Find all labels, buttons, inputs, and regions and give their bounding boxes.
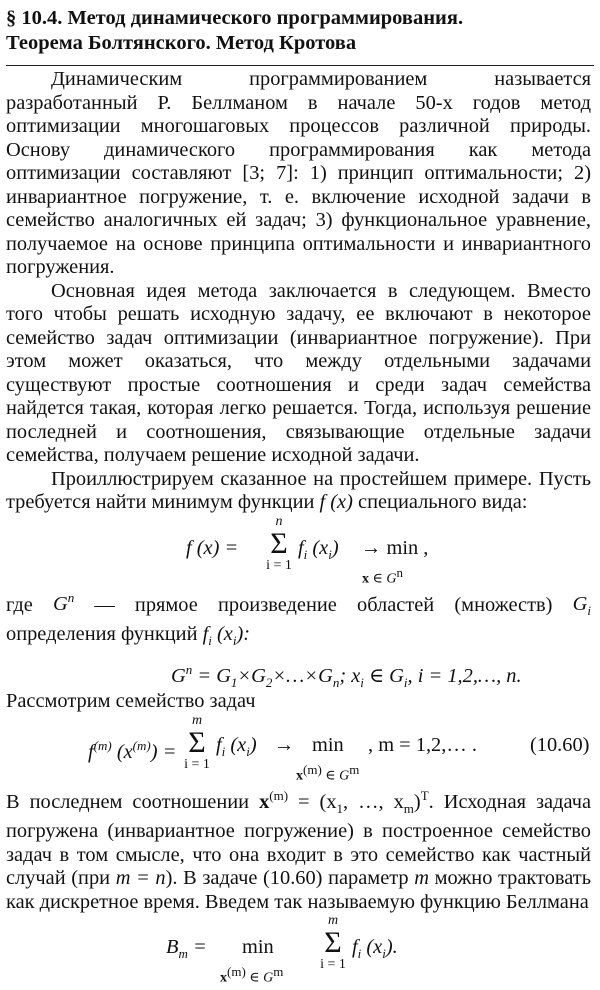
equation-1 xyxy=(6,515,591,587)
eq3-arrow: → xyxy=(274,733,295,756)
eq1-sum-bottom: i = 1 xyxy=(266,557,292,573)
inline-m-eq-n: m = n xyxy=(115,867,166,890)
equation-bellman xyxy=(6,914,591,986)
eq1-term: $f_i$ $(x_i)$ xyxy=(298,536,339,562)
section-title-line1: § 10.4. Метод динамического программирования. xyxy=(6,7,464,29)
paragraph-6 xyxy=(6,784,591,914)
eq3-lhs: $f^{(m)}$ $(x^{(m)})$ = xyxy=(88,737,177,763)
eq3-sum xyxy=(182,714,212,772)
eq3-tail: , m = 1,2,… . xyxy=(368,733,477,756)
heading-rule xyxy=(6,65,594,66)
eq3-number: (10.60) xyxy=(530,733,590,756)
section-title-line2: Теорема Болтянского. Метод Кротова xyxy=(6,32,357,54)
paragraph-6-text-a: В последнем соотношении xyxy=(6,790,250,813)
paragraph-2: Основная идея метода заключается в следующем. Вместо того чтобы решать исходную задачу, ее включают в некоторое семейство задач оптимизации (инвариантное погружение). При этом может оказаться, что между отдельными задачами существуют простые соотношения и среди задач семейства найдется такая, которая легко решается. Тогда, используя решение последней и соотношения, связывающие отдельные задачи семейства, получаем решение исходной задачи. xyxy=(6,279,591,466)
eq1-sum xyxy=(264,515,294,573)
paragraph-1: Динамическим программированием называется разработанный Р. Беллманом в начале 50-х годов метод оптимизации многошаговых процессов различной природы. Основу динамического программирования как метода оптимизации составляют [3; 7]: 1) принцип оптимальности; 2) инвариантное погружение, т. е. включение исходной задачи в семейство аналогичных ей задач; 3) функциональное уравнение, получаемое на основе принципа оптимальности и инвариантного погружения. xyxy=(6,68,591,278)
eq3-min: min xyxy=(312,733,344,756)
paragraph-3 xyxy=(6,468,591,515)
paragraph-6-text-b: Исходная задача погружена (инвариантное погружение) в построенное семейство задач в том смысле, что она входит в это семейство как частный случай (при xyxy=(6,790,591,890)
inline-fi-xi: $f_i$ $(x_i)$: xyxy=(202,622,251,648)
section-heading xyxy=(6,6,596,56)
eq3-sum-top: m xyxy=(191,712,203,728)
paragraph-4 xyxy=(6,587,591,653)
paragraph-3-text-b: специального вида: xyxy=(358,491,528,513)
eq1-lhs: f (x) = xyxy=(186,536,239,559)
eq1-sigma-icon: Σ xyxy=(270,526,288,560)
paragraph-4-text-a: где xyxy=(6,593,33,616)
paragraph-5: Рассмотрим семейство задач xyxy=(6,690,256,713)
inline-Gn: $G^n$ xyxy=(52,590,75,616)
paragraph-4-text-c: определения функций xyxy=(6,622,198,645)
eq1-under: x ∈ $G^n$ xyxy=(362,564,403,587)
eq3-term: $f_i$ $(x_i)$ xyxy=(216,733,257,760)
inline-xm-def: $x^{(m)} = (x_1$, …, $x_m)^T$. xyxy=(259,787,434,816)
eq3-sum-bottom: i = 1 xyxy=(184,756,210,772)
eq4-term: $f_i$ $(x_i)$. xyxy=(352,936,398,962)
eq4-sigma-icon: Σ xyxy=(324,926,342,960)
paragraph-6-text-d: можно трактовать как дискретное время. Введем так называемую функцию Беллмана xyxy=(6,867,591,913)
eq4-lhs: $B_m$ = xyxy=(166,936,207,962)
eq3-sigma-icon: Σ xyxy=(188,725,206,759)
eq4-sum xyxy=(318,914,348,972)
eq2-content: $G^n$ = $G_1\times G_2\times\dots\times G_n$; $x_i$ ∈ $G_i$, i = 1,2,…, n. xyxy=(171,662,522,691)
eq4-sum-top: m xyxy=(327,913,339,929)
paragraph-3-text-a: Проиллюстрируем сказанное на простейшем примере. Пусть требуется найти минимум функции xyxy=(6,467,591,513)
inline-f-of-x: f (x) xyxy=(319,491,353,513)
body-text xyxy=(6,68,591,986)
inline-m: m xyxy=(414,867,429,890)
eq1-arrow-min: → min , xyxy=(361,536,429,559)
paragraph-6-text-c: ). В задаче (10.60) параметр xyxy=(165,867,409,890)
equation-10-60 xyxy=(6,714,591,784)
eq3-under: $x^{(m)}$ ∈ $G^m$ xyxy=(296,761,360,784)
eq4-min: min xyxy=(242,936,274,959)
eq1-sum-top: n xyxy=(275,513,283,529)
inline-Gi: $G_i$ xyxy=(572,593,591,619)
paragraph-4-text-b: — прямое произведение областей (множеств) xyxy=(94,593,553,616)
equation-2 xyxy=(6,652,591,690)
eq4-sum-bottom: i = 1 xyxy=(320,957,346,973)
eq4-under: $x^{(m)}$ ∈ $G^m$ xyxy=(220,964,284,986)
